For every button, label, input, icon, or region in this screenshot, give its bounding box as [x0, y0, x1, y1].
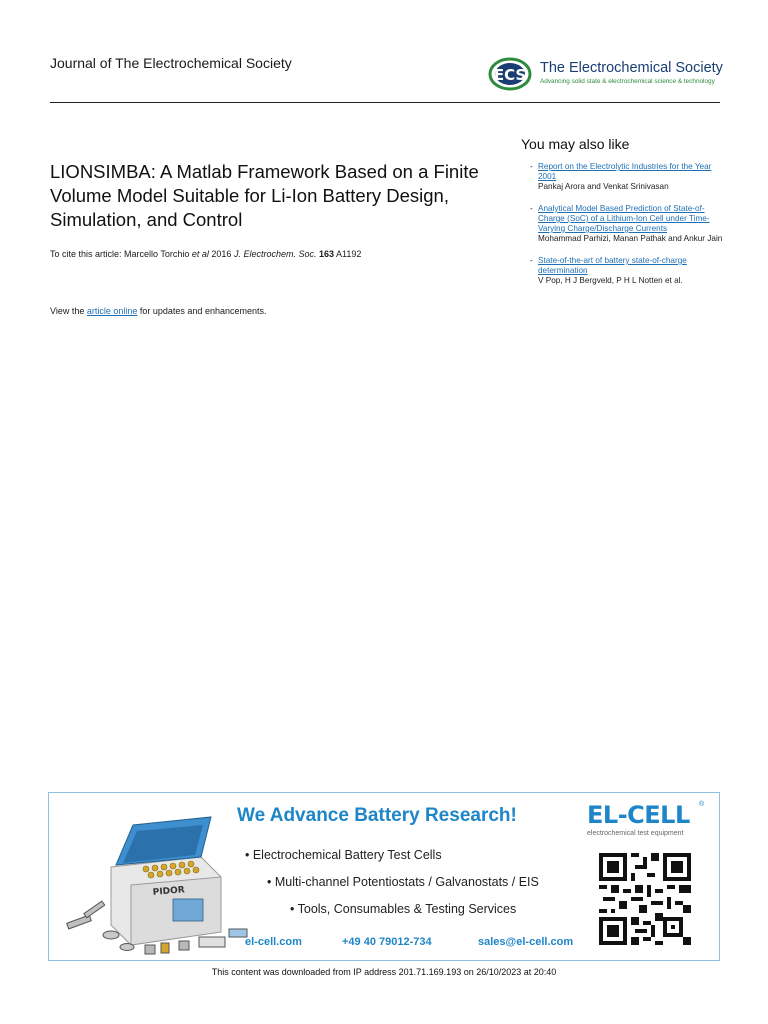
ad-banner[interactable]	[48, 792, 720, 961]
article-title: LIONSIMBA: A Matlab Framework Based on a Finite Volume Model Suitable for Li-Ion Battery Design, Simulation, and Control	[50, 161, 479, 230]
view-online-suffix: for updates and enhancements.	[137, 306, 267, 316]
sidebar-heading: You may also like	[521, 136, 630, 152]
journal-name: Journal of The Electrochemical Society	[50, 55, 292, 71]
related-item-authors: V Pop, H J Bergveld, P H L Notten et al.	[538, 276, 683, 285]
related-articles-list	[530, 162, 723, 298]
download-notice: This content was downloaded from IP address 201.71.169.193 on 26/10/2023 at 20:40	[211, 967, 557, 977]
citation	[50, 249, 361, 259]
citation-volume: 163	[318, 249, 335, 259]
related-item: - State-of-the-art of battery state-of-charge determination V Pop, H J Bergveld, P H L Notten et al.	[538, 256, 723, 286]
elcell-logo	[587, 801, 709, 841]
society-tagline: Advancing solid state & electrochemical science & technology	[540, 78, 715, 85]
ad-phone: +49 40 79012-734	[342, 936, 432, 948]
citation-year: 2016	[208, 249, 234, 259]
ad-bullet: • Electrochemical Battery Test Cells	[245, 848, 442, 862]
citation-journal: J. Electrochem. Soc.	[233, 249, 317, 259]
citation-et-al: et al	[191, 249, 209, 259]
related-item: - Report on the Electrolytic Industries for the Year 2001 Pankaj Arora and Venkat Srinivasan	[538, 162, 723, 192]
related-item-link[interactable]: Report on the Electrolytic Industries for the Year 2001	[538, 162, 712, 181]
related-item-authors: Pankaj Arora and Venkat Srinivasan	[538, 182, 669, 191]
ad-website-link[interactable]: el-cell.com	[245, 936, 302, 948]
view-online-prefix: View the	[50, 306, 87, 316]
society-name: The Electrochemical Society	[540, 60, 723, 76]
battery-test-equipment-image	[61, 807, 251, 957]
related-item-authors: Mohammad Parhizi, Manan Pathak and Ankur Jain	[538, 234, 723, 243]
citation-prefix: To cite this article: Marcello Torchio	[50, 249, 192, 259]
qr-code-icon[interactable]	[599, 853, 691, 945]
view-online-note	[50, 306, 266, 316]
ad-bullet: • Tools, Consumables & Testing Services	[290, 902, 517, 916]
ad-headline: We Advance Battery Research!	[237, 805, 517, 826]
registered-mark: ®	[699, 801, 705, 808]
elcell-tagline: electrochemical test equipment	[587, 830, 684, 837]
ad-bullet: • Multi-channel Potentiostats / Galvanostats / EIS	[267, 875, 539, 889]
article-online-link[interactable]: article online	[86, 306, 138, 316]
ecs-logo[interactable]	[488, 56, 728, 92]
related-item: - Analytical Model Based Prediction of State-of-Charge (SoC) of a Lithium-Ion Cell under Time-Varying Charge/Discharge Currents Mohammad Parhizi, Manan Pathak and Ankur Jain	[530, 204, 723, 243]
related-item-link[interactable]: Analytical Model Based Prediction of State-of-Charge (SoC) of a Lithium-Ion Cell under Time-Varying Charge/Discharge Currents	[538, 204, 710, 233]
elcell-brand: EL-CELL	[587, 801, 690, 829]
ecs-logo-text: ECS	[493, 66, 527, 84]
header-divider	[50, 102, 720, 103]
ecs-globe-icon	[488, 56, 540, 92]
related-item-link[interactable]: State-of-the-art of battery state-of-charge determination	[538, 256, 687, 275]
ad-email-link[interactable]: sales@el-cell.com	[478, 936, 574, 948]
device-label: PIDOR	[152, 885, 186, 898]
citation-pages: A1192	[334, 249, 362, 259]
